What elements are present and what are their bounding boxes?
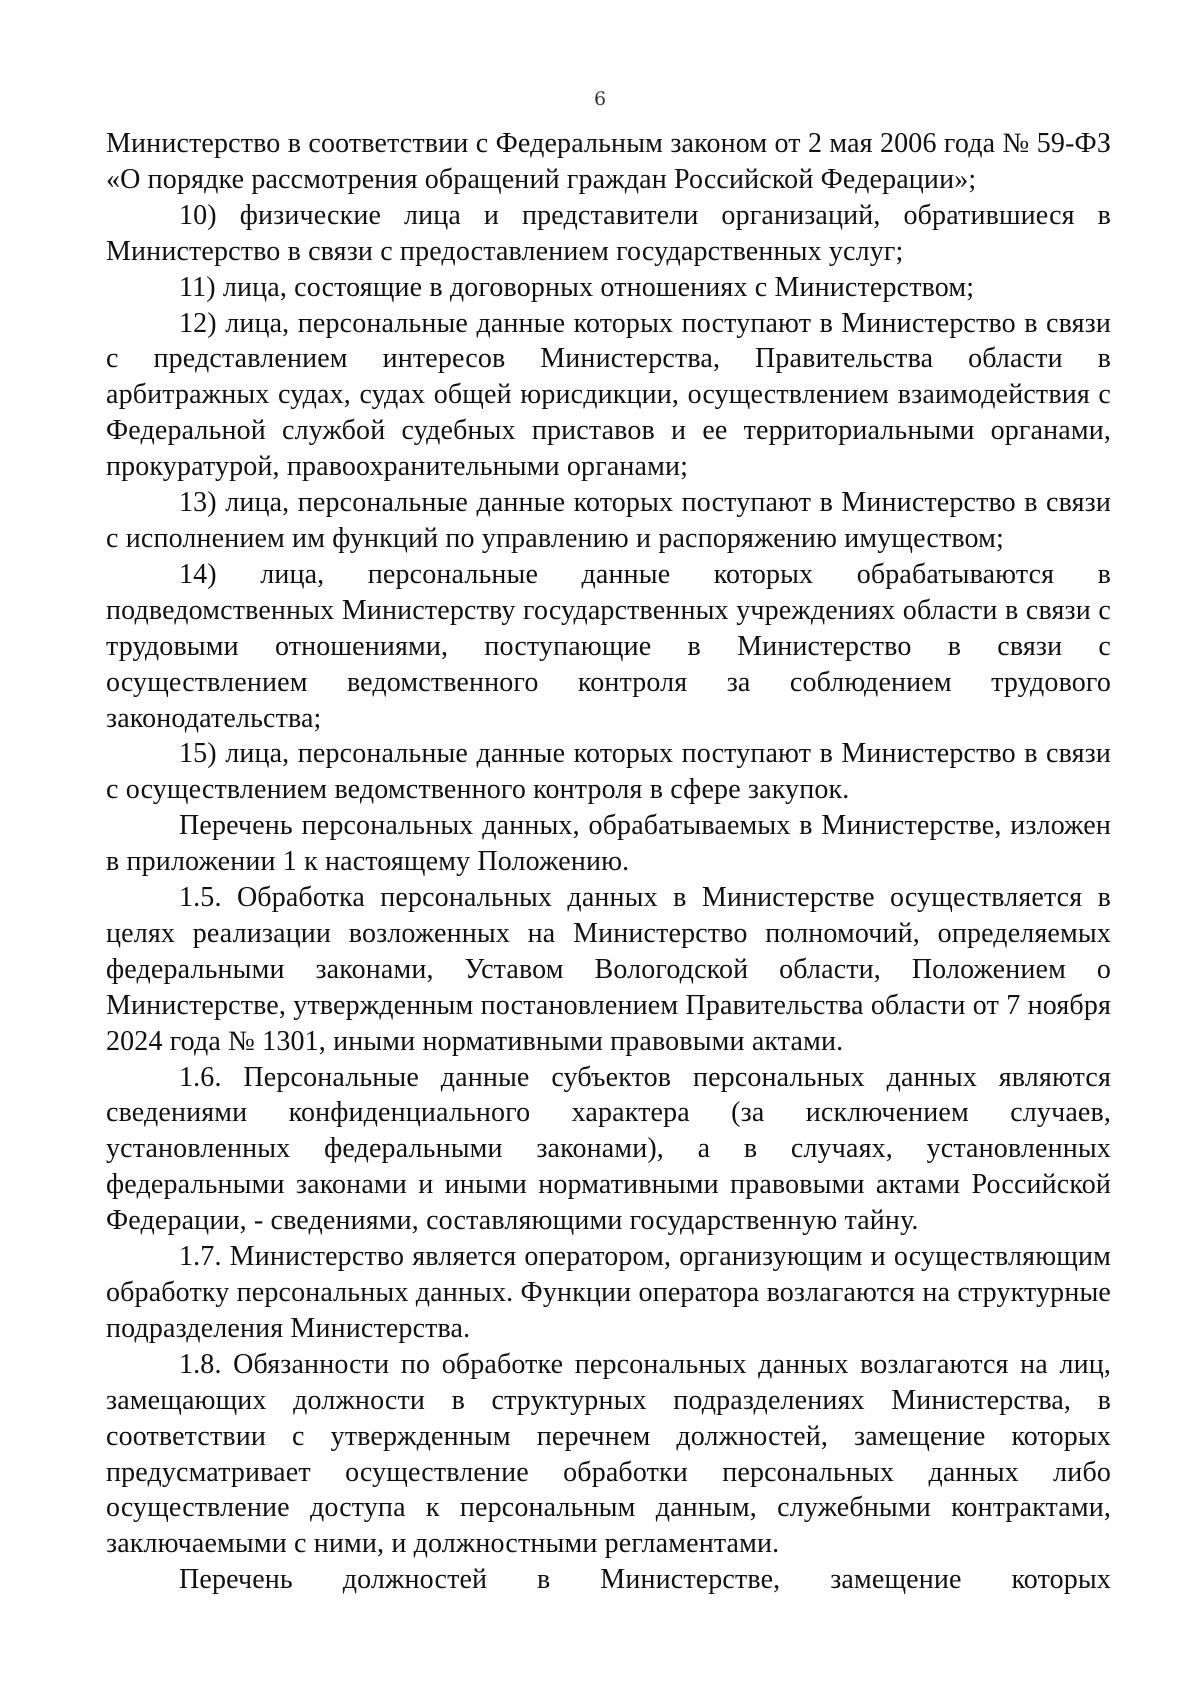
list-item-12: 12) лица, персональные данные которых поступают в Министерство в связи с представлением интересов Министерства, Правительства области в арбитражных судах, судах общей юрисдикции, осуществлением взаимодействия с Федеральной службой судебных приставов и ее территориальными органами, прокуратурой, правоохранительными органами; — [106, 307, 1111, 483]
paragraph-positions-list: Перечень должностей в Министерстве, замещение которых — [179, 1564, 1111, 1596]
list-item-10: 10) физические лица и представители организаций, обратившиеся в Министерство в связи с предоставлением государственных услуг; — [106, 199, 1111, 267]
paragraph-continuation: Министерство в соответствии с Федеральным законом от 2 мая 2006 года № 59-ФЗ «О порядке рассмотрения обращений граждан Российской Федерации»; — [106, 128, 1111, 195]
paragraph-personal-data-list: Перечень персональных данных, обрабатываемых в Министерстве, изложен в приложении 1 к настоящему Положению. — [106, 810, 1111, 878]
section-1-6: 1.6. Персональные данные субъектов персональных данных являются сведениями конфиденциального характера (за исключением случаев, установленных федеральными законами), а в случаях, установленных федеральными законами и иными нормативными правовыми актами Российской Федерации, - сведениями, составляющими государственную тайну. — [106, 1061, 1111, 1237]
section-1-5: 1.5. Обработка персональных данных в Министерстве осуществляется в целях реализации возложенных на Министерство полномочий, определяемых федеральными законами, Уставом Вологодской области, Положением о Министерстве, утвержденным постановлением Правительства области от 7 ноября 2024 года № 1301, иными нормативными правовыми актами. — [106, 882, 1111, 1057]
section-1-7: 1.7. Министерство является оператором, организующим и осуществляющим обработку персональных данных. Функции оператора возлагаются на структурные подразделения Министерства. — [106, 1241, 1111, 1344]
list-item-14: 14) лица, персональные данные которых обрабатываются в подведомственных Министерству государственных учреждениях области в связи с трудовыми отношениями, поступающие в Министерство в связи с осуществлением ведомственного контроля за соблюдением трудового законодательства; — [106, 558, 1111, 734]
section-1-8: 1.8. Обязанности по обработке персональных данных возлагаются на лиц, замещающих должности в структурных подразделениях Министерства, в соответствии с утвержденным перечнем должностей, замещение которых предусматривает осуществление обработки персональных данных либо осуществление доступа к персональным данным, служебными контрактами, заключаемыми с ними, и должностными регламентами. — [106, 1348, 1111, 1560]
list-item-13: 13) лица, персональные данные которых поступают в Министерство в связи с исполнением им функций по управлению и распоряжению имуществом; — [106, 487, 1111, 554]
list-item-11: 11) лица, состоящие в договорных отношениях с Министерством; — [179, 271, 975, 303]
list-item-15: 15) лица, персональные данные которых поступают в Министерство в связи с осуществлением ведомственного контроля в сфере закупок. — [106, 738, 1111, 806]
page-number: 6 — [593, 88, 607, 110]
document-body — [106, 126, 1111, 1598]
